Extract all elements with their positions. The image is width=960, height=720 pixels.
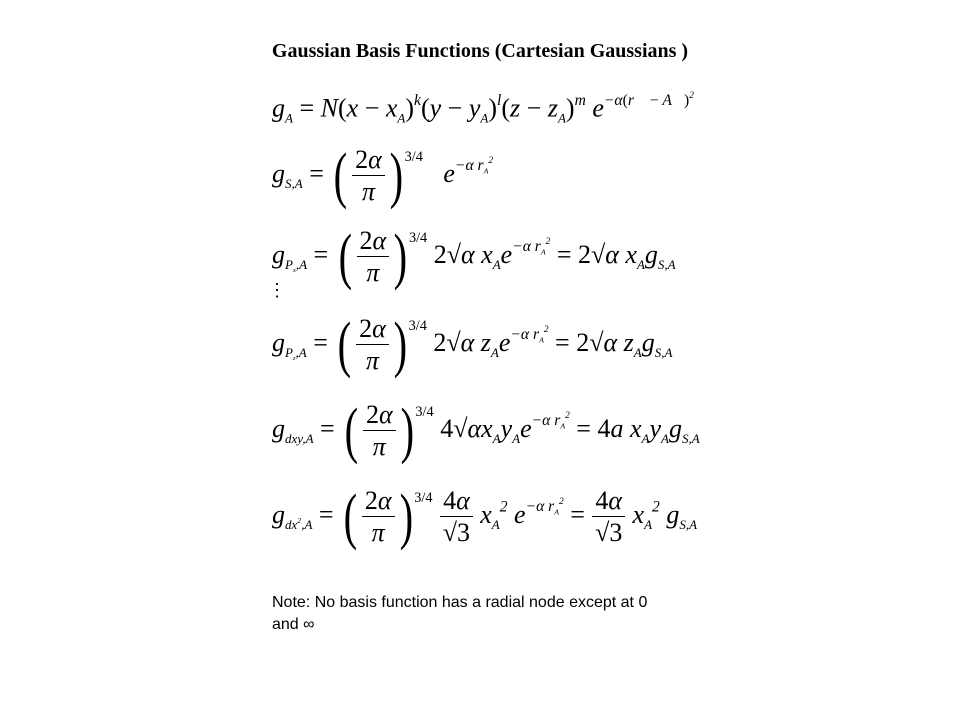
equation-s: $g_{S,A}$ = ( $\frac{2\alpha}{\pi}$ ) $^{3/4}$ $e^{-\alpha r_A^2}$ — [272, 141, 494, 210]
equation-general: $g_A = N(x - x_A)^k(y - y_A)^l(z - z_A)^m$ $e^{-\alpha(r⃗ - A⃗)^2}$ — [272, 91, 694, 126]
note-line-2: and ∞ — [272, 616, 315, 633]
vertical-ellipsis: ⋮ — [268, 280, 286, 300]
note-text — [272, 592, 732, 636]
page-title: Gaussian Basis Functions (Cartesian Gaussians ) — [271, 40, 689, 62]
equation-dx2: $g_{dx^2,A}$ = ( $\frac{2\alpha}{\pi}$ ) $^{3/4}$ $\frac{4\alpha}{√3}$ $x_A^2$ $e^{-\alpha r_A^2}$ = $\frac{4\alpha}{√3}$ $x_A^2$ $g_{S,A}$ — [272, 482, 698, 551]
equation-px: $g_{P_x,A}$ = ( $\frac{2\alpha}{\pi}$ ) $^{3/4}$ 2√α $x_Ae^{-\alpha r_A^2} = 2√\alpha$ $x_Ag_{S,A}$ — [272, 222, 676, 291]
equation-pz: $g_{P_z,A}$ = ( $\frac{2\alpha}{\pi}$ ) $^{3/4}$ 2√α $z_Ae^{-\alpha r_A^2} = 2√\alpha$ $z_Ag_{S,A}$ — [272, 310, 673, 379]
equation-dxy: $g_{dxy,A}$ = ( $\frac{2\alpha}{\pi}$ ) $^{3/4}$ $4√\alpha x_Ay_Ae^{-\alpha r_A^2} = 4a$ $x_Ay_Ag_{S,A}$ — [272, 396, 700, 465]
note-line-1: Note: No basis function has a radial node except at 0 — [272, 594, 648, 611]
